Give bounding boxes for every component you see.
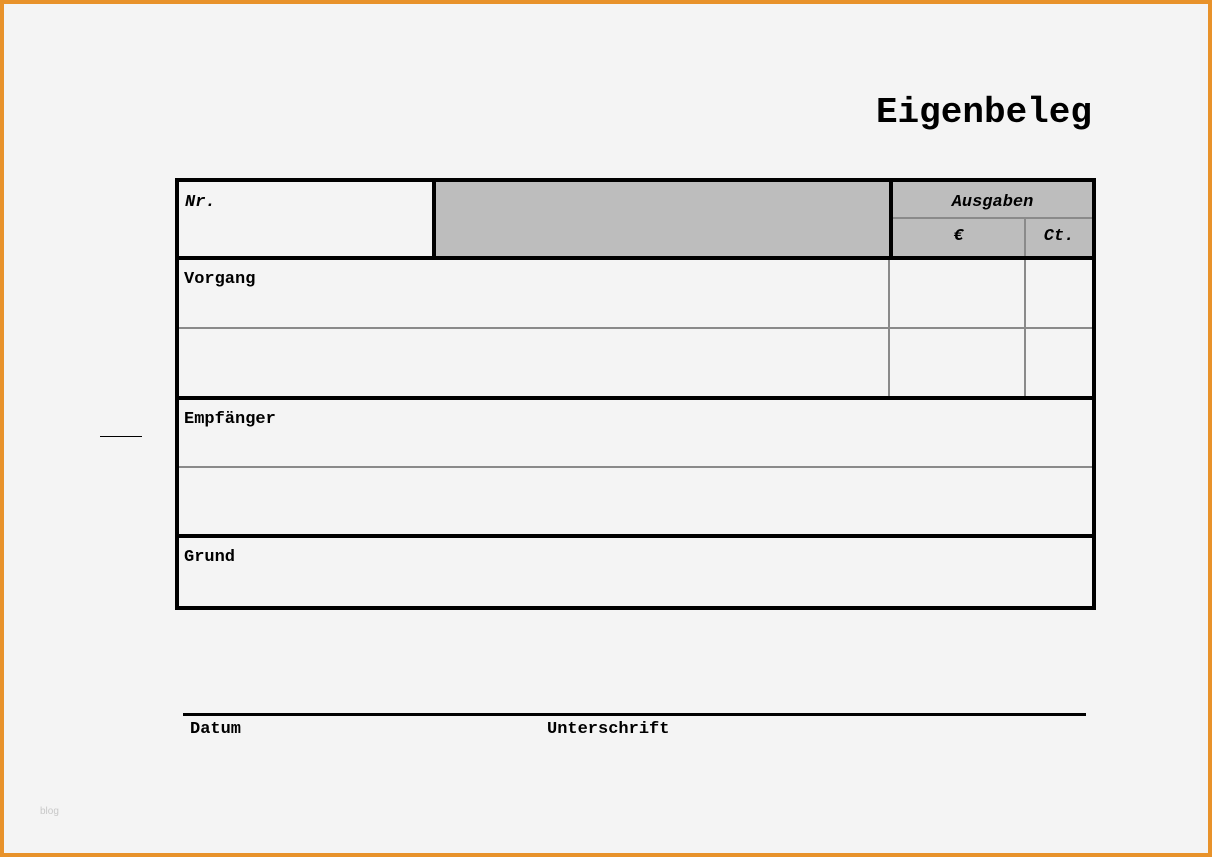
vorgang-label: Vorgang	[184, 270, 256, 289]
divider	[179, 256, 1092, 260]
divider	[179, 534, 1092, 538]
grund-label: Grund	[184, 548, 236, 567]
divider	[1024, 260, 1026, 396]
divider	[893, 217, 1092, 219]
document-title: Eigenbeleg	[875, 92, 1092, 133]
divider	[888, 260, 890, 396]
header-gray-field	[436, 182, 889, 256]
receipt-form	[175, 178, 1096, 610]
divider	[432, 182, 436, 258]
watermark-text: blog	[40, 806, 59, 817]
signature-label: Unterschrift	[547, 720, 670, 739]
divider	[179, 396, 1092, 400]
ausgaben-label: Ausgaben	[951, 193, 1034, 212]
empfaenger-label: Empfänger	[184, 410, 276, 429]
fold-mark	[100, 436, 142, 437]
euro-label: €	[953, 227, 964, 246]
signature-line	[183, 713, 1086, 716]
nr-label: Nr.	[185, 193, 216, 212]
divider	[179, 327, 1092, 329]
date-label: Datum	[190, 720, 242, 739]
divider	[179, 466, 1092, 468]
cent-label: Ct.	[1043, 227, 1075, 246]
